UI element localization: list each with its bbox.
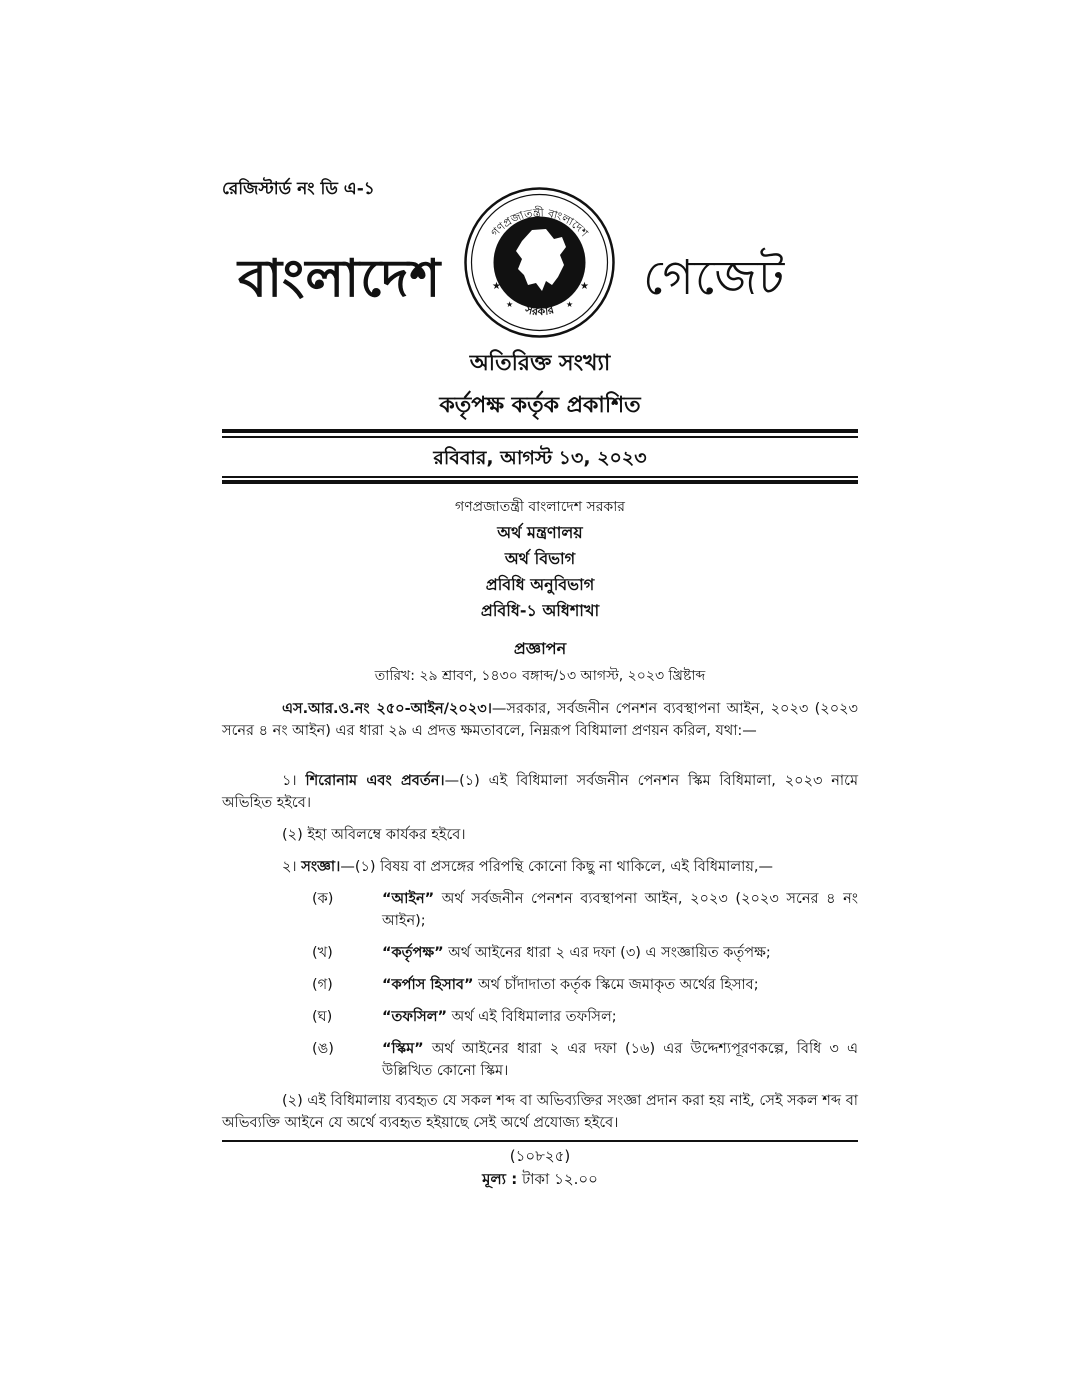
price-value: টাকা ১২.০০ [517, 1170, 598, 1188]
rule-2 [222, 856, 858, 878]
definition-term: “কর্পাস হিসাব” [382, 977, 474, 993]
branch-name: প্রবিধি-১ অধিশাখা [480, 601, 600, 620]
gazette-title-right: গেজেট [643, 250, 786, 306]
extra-issue: অতিরিক্ত সংখ্যা [469, 351, 611, 376]
definition-text [382, 1038, 858, 1082]
svg-text:★: ★ [492, 281, 501, 292]
svg-text:★: ★ [506, 300, 514, 309]
definition-term: “কর্তৃপক্ষ” [382, 945, 444, 961]
footer-rule [222, 1140, 858, 1142]
seal-bottom-text: সরকার [523, 303, 556, 319]
definition-term: “আইন” [382, 891, 435, 907]
definition-body: অর্থ আইনের ধারা ২ এর দফা (১৬) এর উদ্দেশ্যপূরণকল্পে, বিধি ৩ এ উল্লিখিত কোনো স্কিম। [382, 1041, 858, 1079]
notification-heading: প্রজ্ঞাপন [513, 639, 567, 658]
svg-text:★: ★ [580, 281, 589, 292]
registered-number: রেজিস্টার্ড নং ডি এ-১ [222, 179, 375, 199]
definition-item [222, 1006, 858, 1028]
definition-text [382, 888, 858, 932]
definition-term: “স্কিম” [382, 1041, 424, 1057]
ministry-name: অর্থ মন্ত্রণালয় [497, 523, 583, 542]
published-by: কর্তৃপক্ষ কর্তৃক প্রকাশিত [439, 393, 641, 418]
definition-body: অর্থ আইনের ধারা ২ এর দফা (৩) এ সংজ্ঞায়িত কর্তৃপক্ষ; [443, 945, 771, 961]
price-label: মূল্য : [482, 1170, 518, 1188]
definition-label: (ঘ) [312, 1009, 333, 1025]
double-rule-top [222, 429, 858, 433]
definition-item [222, 1038, 858, 1082]
definition-item [222, 974, 858, 996]
definition-item [222, 942, 858, 964]
page-number: (১০৮২৫) [509, 1147, 571, 1165]
rule-2-sub-2: (২) এই বিধিমালায় ব্যবহৃত যে সকল শব্দ বা অভিব্যক্তির সংজ্ঞা প্রদান করা হয় নাই, সেই সকল শব্দ বা অভিব্যক্তি আইনে যে অর্থে ব্যবহৃত হইয়াছে সেই অর্থে প্রযোজ্য হইবে। [222, 1093, 858, 1131]
gazette-title-left: বাংলাদেশ [238, 249, 442, 309]
svg-text:★: ★ [566, 300, 574, 309]
definition-label: (গ) [312, 977, 333, 993]
rule-2-heading: সংজ্ঞা। [301, 859, 341, 875]
notification-date: তারিখ: ২৯ শ্রাবণ, ১৪৩০ বঙ্গাব্দ/১৩ আগস্ট, ২০২৩ খ্রিষ্টাব্দ [374, 668, 706, 684]
definition-item [222, 888, 858, 932]
intro-text: —সরকার, সর্বজনীন পেনশন ব্যবস্থাপনা আইন, ২০২৩ (২০২৩ সনের ৪ নং আইন) এর ধারা ২৯ এ প্রদত্ত ক্ষমতাবলে, নিম্নরূপ বিধিমালা প্রণয়ন করিল, যথা:— [222, 701, 858, 739]
rule-1-text: —(১) এই বিধিমালা সর্বজনীন পেনশন স্কিম বিধিমালা, ২০২৩ নামে অভিহিত হইবে। [222, 773, 858, 811]
rule-line [222, 436, 858, 438]
rule-1-number: ১। [282, 773, 297, 789]
definition-label: (খ) [312, 945, 333, 961]
government-name: গণপ্রজাতন্ত্রী বাংলাদেশ সরকার [455, 499, 625, 515]
bangladesh-map-seal-icon [462, 185, 617, 340]
definition-term: “তফসিল” [382, 1009, 448, 1025]
definition-text [382, 1006, 858, 1028]
seal-top-text: গণপ্রজাতন্ত্রী বাংলাদেশ [488, 206, 591, 240]
definition-label: (ক) [312, 891, 334, 907]
definition-body: অর্থ সর্বজনীন পেনশন ব্যবস্থাপনা আইন, ২০২৩ (২০২৩ সনের ৪ নং আইন); [382, 891, 858, 929]
gazette-date: রবিবার, আগস্ট ১৩, ২০২৩ [433, 447, 647, 469]
definition-body: অর্থ চাঁদাদাতা কর্তৃক স্কিমে জমাকৃত অর্থের হিসাব; [473, 977, 759, 993]
rule-2-text: —(১) বিষয় বা প্রসঙ্গের পরিপন্থি কোনো কিছু না থাকিলে, এই বিধিমালায়,— [340, 859, 773, 875]
definition-body: অর্থ এই বিধিমালার তফসিল; [447, 1009, 617, 1025]
wing-name: প্রবিধি অনুবিভাগ [485, 575, 595, 594]
double-rule-bottom [222, 480, 858, 484]
svg-text:সরকার [523, 303, 556, 319]
definition-text [382, 974, 858, 996]
price [222, 1168, 858, 1193]
rule-1 [222, 770, 858, 814]
division-name: অর্থ বিভাগ [504, 549, 576, 568]
rule-line [222, 476, 858, 478]
definition-label: (ঙ) [312, 1041, 334, 1057]
rule-1-heading: শিরোনাম এবং প্রবর্তন। [305, 773, 445, 789]
sro-number: এস.আর.ও.নং ২৫০-আইন/২০২৩। [282, 701, 492, 717]
definition-text [382, 942, 858, 964]
rule-1-sub-2: (২) ইহা অবিলম্বে কার্যকর হইবে। [282, 827, 466, 843]
rule-2-number: ২। [282, 859, 297, 875]
notification-intro [222, 698, 858, 742]
